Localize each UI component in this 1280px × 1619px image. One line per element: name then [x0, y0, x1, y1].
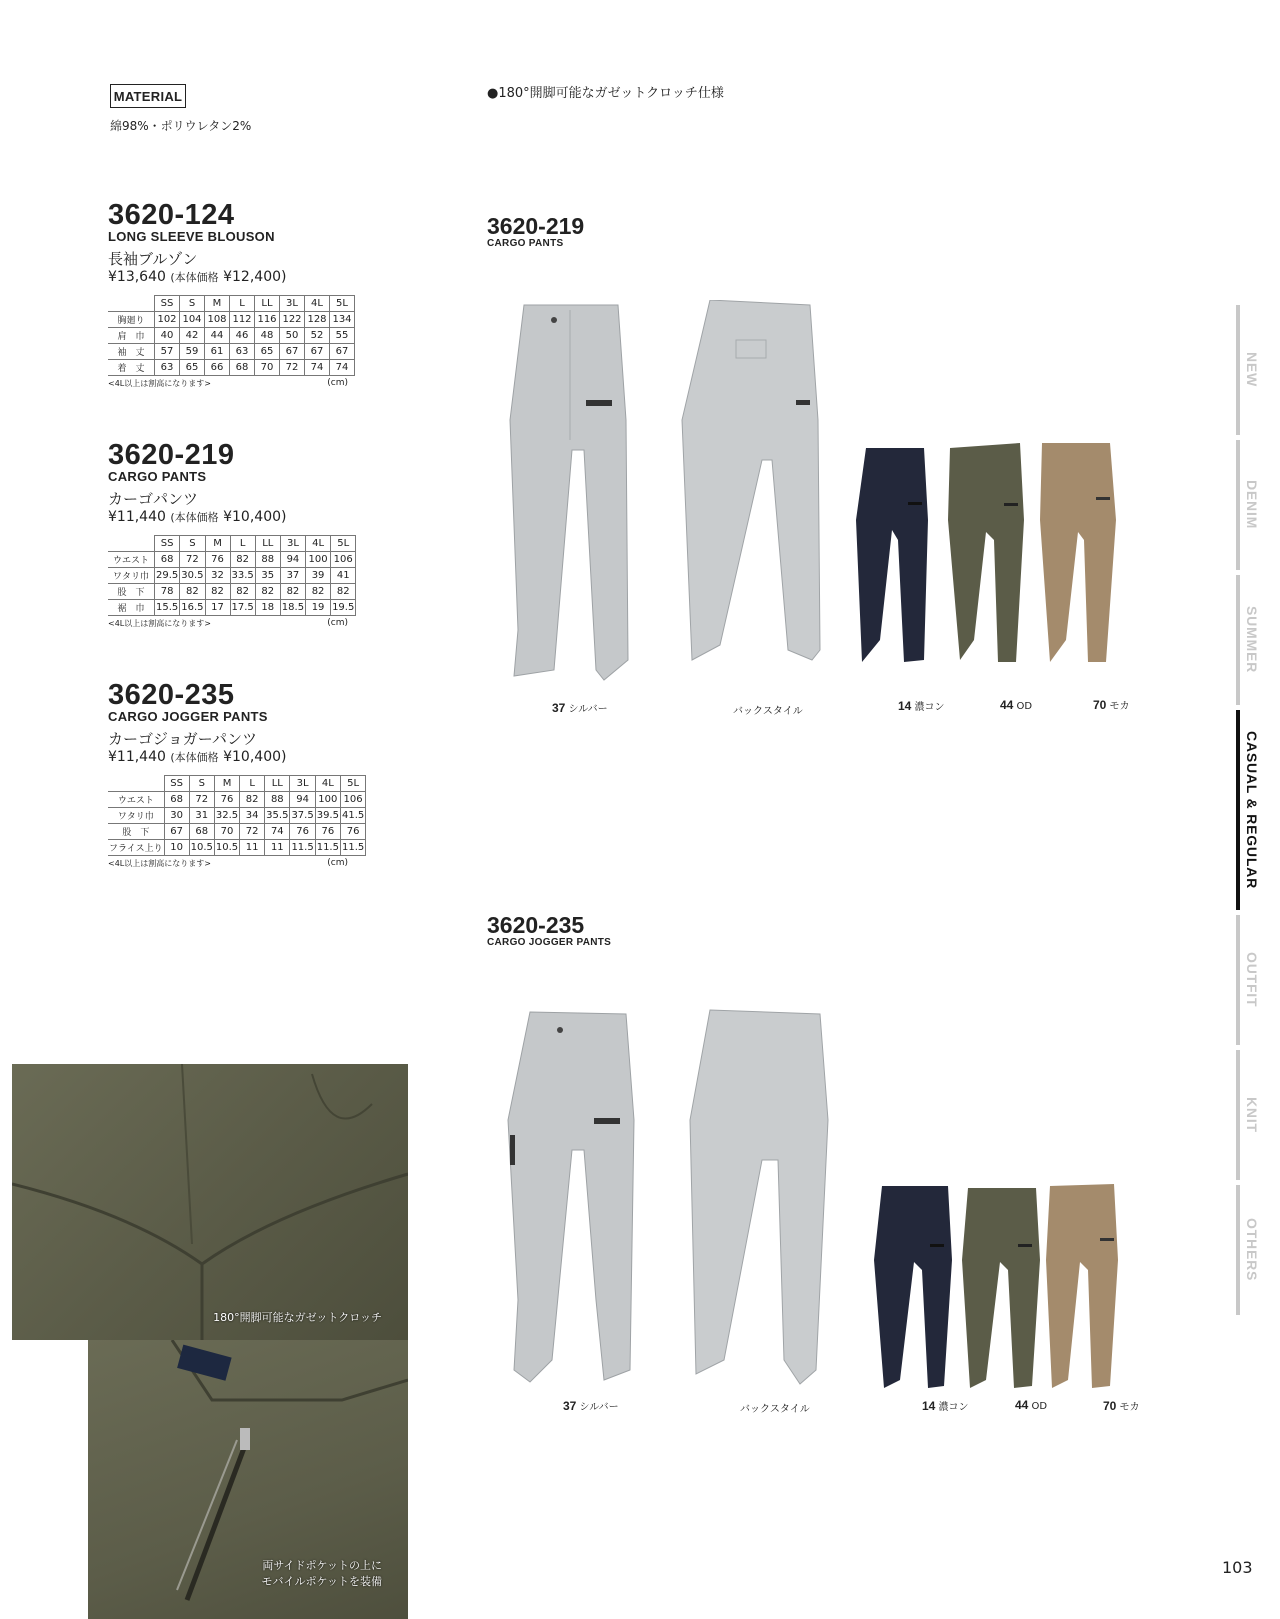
table-row: 袖 丈 57 59 61 63 65 67 67 67	[108, 344, 355, 360]
product-en-name: LONG SLEEVE BLOUSON	[108, 229, 275, 244]
table-row: 肩 巾 40 42 44 46 48 50 52 55	[108, 328, 355, 344]
section-en-name: CARGO PANTS	[487, 238, 564, 249]
price-value: ¥11,440	[108, 749, 166, 765]
product-block-3620-219	[108, 440, 356, 629]
jogger-back-silver-image	[690, 1010, 828, 1384]
pocket-caption-line-2: モバイルポケットを装備	[261, 1575, 382, 1588]
caption-od: 44 OD	[1015, 1398, 1048, 1412]
product-block-3620-235	[108, 680, 366, 869]
product-jp-name: カーゴジョガーパンツ	[108, 730, 257, 748]
nav-bar-outfit	[1236, 915, 1240, 1045]
table-row: ウエスト 68 72 76 82 88 94 100 106	[108, 552, 356, 568]
caption-navy: 14 濃コン	[922, 1399, 969, 1413]
caption-back-style: バックスタイル	[733, 706, 803, 717]
nav-bar-others	[1236, 1185, 1240, 1315]
caption-navy: 14 濃コン	[898, 699, 945, 713]
pants-front-silver-image	[510, 305, 628, 680]
price-base-label: (本体価格	[170, 751, 219, 764]
section-code: 3620-235	[487, 912, 585, 938]
nav-item-denim[interactable]: DENIM	[1244, 480, 1260, 530]
price-value: ¥11,440	[108, 509, 166, 525]
section-title-3620-235	[487, 913, 611, 948]
material-text: 綿98%・ポリウレタン2%	[110, 119, 252, 133]
product-en-name: CARGO PANTS	[108, 469, 207, 484]
page-number: 103	[1222, 1558, 1253, 1577]
unit-label: (cm)	[327, 858, 348, 868]
product-jp-name: 長袖ブルゾン	[108, 250, 198, 268]
jogger-front-silver-image	[508, 1012, 634, 1382]
price-value: ¥13,640	[108, 269, 166, 285]
pocket-caption	[262, 1558, 382, 1590]
product-price	[108, 748, 366, 767]
price-base-label: (本体価格	[170, 511, 219, 524]
nav-bar-denim	[1236, 440, 1240, 570]
caption-silver: 37 シルバー	[563, 1399, 619, 1413]
size-table: SS S M L LL 3L 4L 5L ウエスト 68 72 76 82 88 94 100 106 ワタリ巾 29.5 30.5 32 33.5 35 37 39 41 股 下 78 82 82 82 82 82 82 82 裾 巾 15.5 16.5 17 17.5 18 18.5 19 19.5	[108, 535, 356, 616]
product-block-3620-124	[108, 200, 355, 389]
pocket-caption-line-1: 両サイドポケットの上に	[262, 1559, 382, 1572]
caption-od: 44 OD	[1000, 698, 1033, 712]
product-code: 3620-235	[108, 679, 235, 711]
price-base: ¥10,400)	[223, 749, 287, 765]
product-en-name: CARGO JOGGER PANTS	[108, 709, 268, 724]
product-code: 3620-219	[108, 439, 235, 471]
caption-mocha: 70 モカ	[1103, 1399, 1140, 1413]
caption-mocha: 70 モカ	[1093, 698, 1130, 712]
nav-bar-casual-regular	[1236, 710, 1240, 910]
pants-mocha-image	[1040, 443, 1116, 662]
crotch-caption: 180°開脚可能なガゼットクロッチ	[213, 1311, 382, 1324]
section-en-name: CARGO JOGGER PANTS	[487, 937, 612, 948]
nav-bar-knit	[1236, 1050, 1240, 1180]
jogger-navy-image	[874, 1186, 952, 1388]
size-note: <4L以上は割高になります>	[108, 379, 211, 388]
price-base-label: (本体価格	[170, 271, 219, 284]
table-row: 股 下 67 68 70 72 74 76 76 76	[108, 824, 366, 840]
product-price	[108, 508, 356, 527]
pants-od-image	[948, 443, 1024, 662]
nav-item-casual-regular[interactable]: CASUAL & REGULAR	[1244, 731, 1260, 889]
crotch-detail-photo	[12, 1064, 408, 1340]
nav-item-knit[interactable]: KNIT	[1244, 1097, 1260, 1133]
product-price	[108, 268, 355, 287]
size-table: SS S M L LL 3L 4L 5L 胸廻り 102 104 108 112 116 122 128 134 肩 巾 40 42 44 46 48 50 52 55 袖 丈 57 59 61 63 65 67 67 67 着 丈 63 65 66 68 70 72 74 74	[108, 295, 355, 376]
nav-item-others[interactable]: OTHERS	[1244, 1218, 1260, 1282]
size-table: SS S M L LL 3L 4L 5L ウエスト 68 72 76 82 88 94 100 106 ワタリ巾 30 31 32.5 34 35.5 37.5 39.5 41.5 股 下 67 68 70 72 74 76 76 76 フライス上り 10 10.5 10.5 11 11 11.5 11.5 11.5	[108, 775, 366, 856]
nav-bar-summer	[1236, 575, 1240, 705]
section-code: 3620-219	[487, 213, 585, 239]
unit-label: (cm)	[327, 378, 348, 388]
table-row: 胸廻り 102 104 108 112 116 122 128 134	[108, 312, 355, 328]
caption-back-style: バックスタイル	[740, 1404, 810, 1415]
table-row: ワタリ巾 29.5 30.5 32 33.5 35 37 39 41	[108, 568, 356, 584]
jogger-mocha-image	[1046, 1184, 1118, 1388]
pants-back-silver-image	[682, 300, 820, 660]
cargo-pants-images	[500, 300, 1160, 700]
table-row: 着 丈 63 65 66 68 70 72 74 74	[108, 360, 355, 376]
nav-item-new[interactable]: NEW	[1244, 352, 1260, 388]
nav-bar-new	[1236, 305, 1240, 435]
size-note: <4L以上は割高になります>	[108, 619, 211, 628]
product-jp-name: カーゴパンツ	[108, 490, 199, 508]
jogger-pants-images	[500, 1000, 1160, 1400]
size-note: <4L以上は割高になります>	[108, 859, 211, 868]
unit-label: (cm)	[327, 618, 348, 628]
nav-item-outfit[interactable]: OUTFIT	[1244, 952, 1260, 1008]
pocket-detail-area	[12, 1340, 408, 1619]
pants-navy-image	[856, 448, 928, 662]
product-code: 3620-124	[108, 199, 235, 231]
price-base: ¥10,400)	[223, 509, 287, 525]
material-badge: MATERIAL	[110, 84, 186, 108]
section-title-3620-219	[487, 214, 584, 249]
table-row: フライス上り 10 10.5 10.5 11 11 11.5 11.5 11.5	[108, 840, 366, 856]
jogger-od-image	[962, 1188, 1040, 1388]
nav-item-summer[interactable]: SUMMER	[1244, 606, 1260, 674]
table-row: ワタリ巾 30 31 32.5 34 35.5 37.5 39.5 41.5	[108, 808, 366, 824]
crotch-seam-image	[12, 1064, 408, 1340]
table-row: 裾 巾 15.5 16.5 17 17.5 18 18.5 19 19.5	[108, 600, 356, 616]
price-base: ¥12,400)	[223, 269, 287, 285]
feature-title: ●180°開脚可能なガゼットクロッチ仕様	[487, 86, 724, 101]
table-row: ウエスト 68 72 76 82 88 94 100 106	[108, 792, 366, 808]
caption-silver: 37 シルバー	[552, 701, 608, 715]
table-row: 股 下 78 82 82 82 82 82 82 82	[108, 584, 356, 600]
